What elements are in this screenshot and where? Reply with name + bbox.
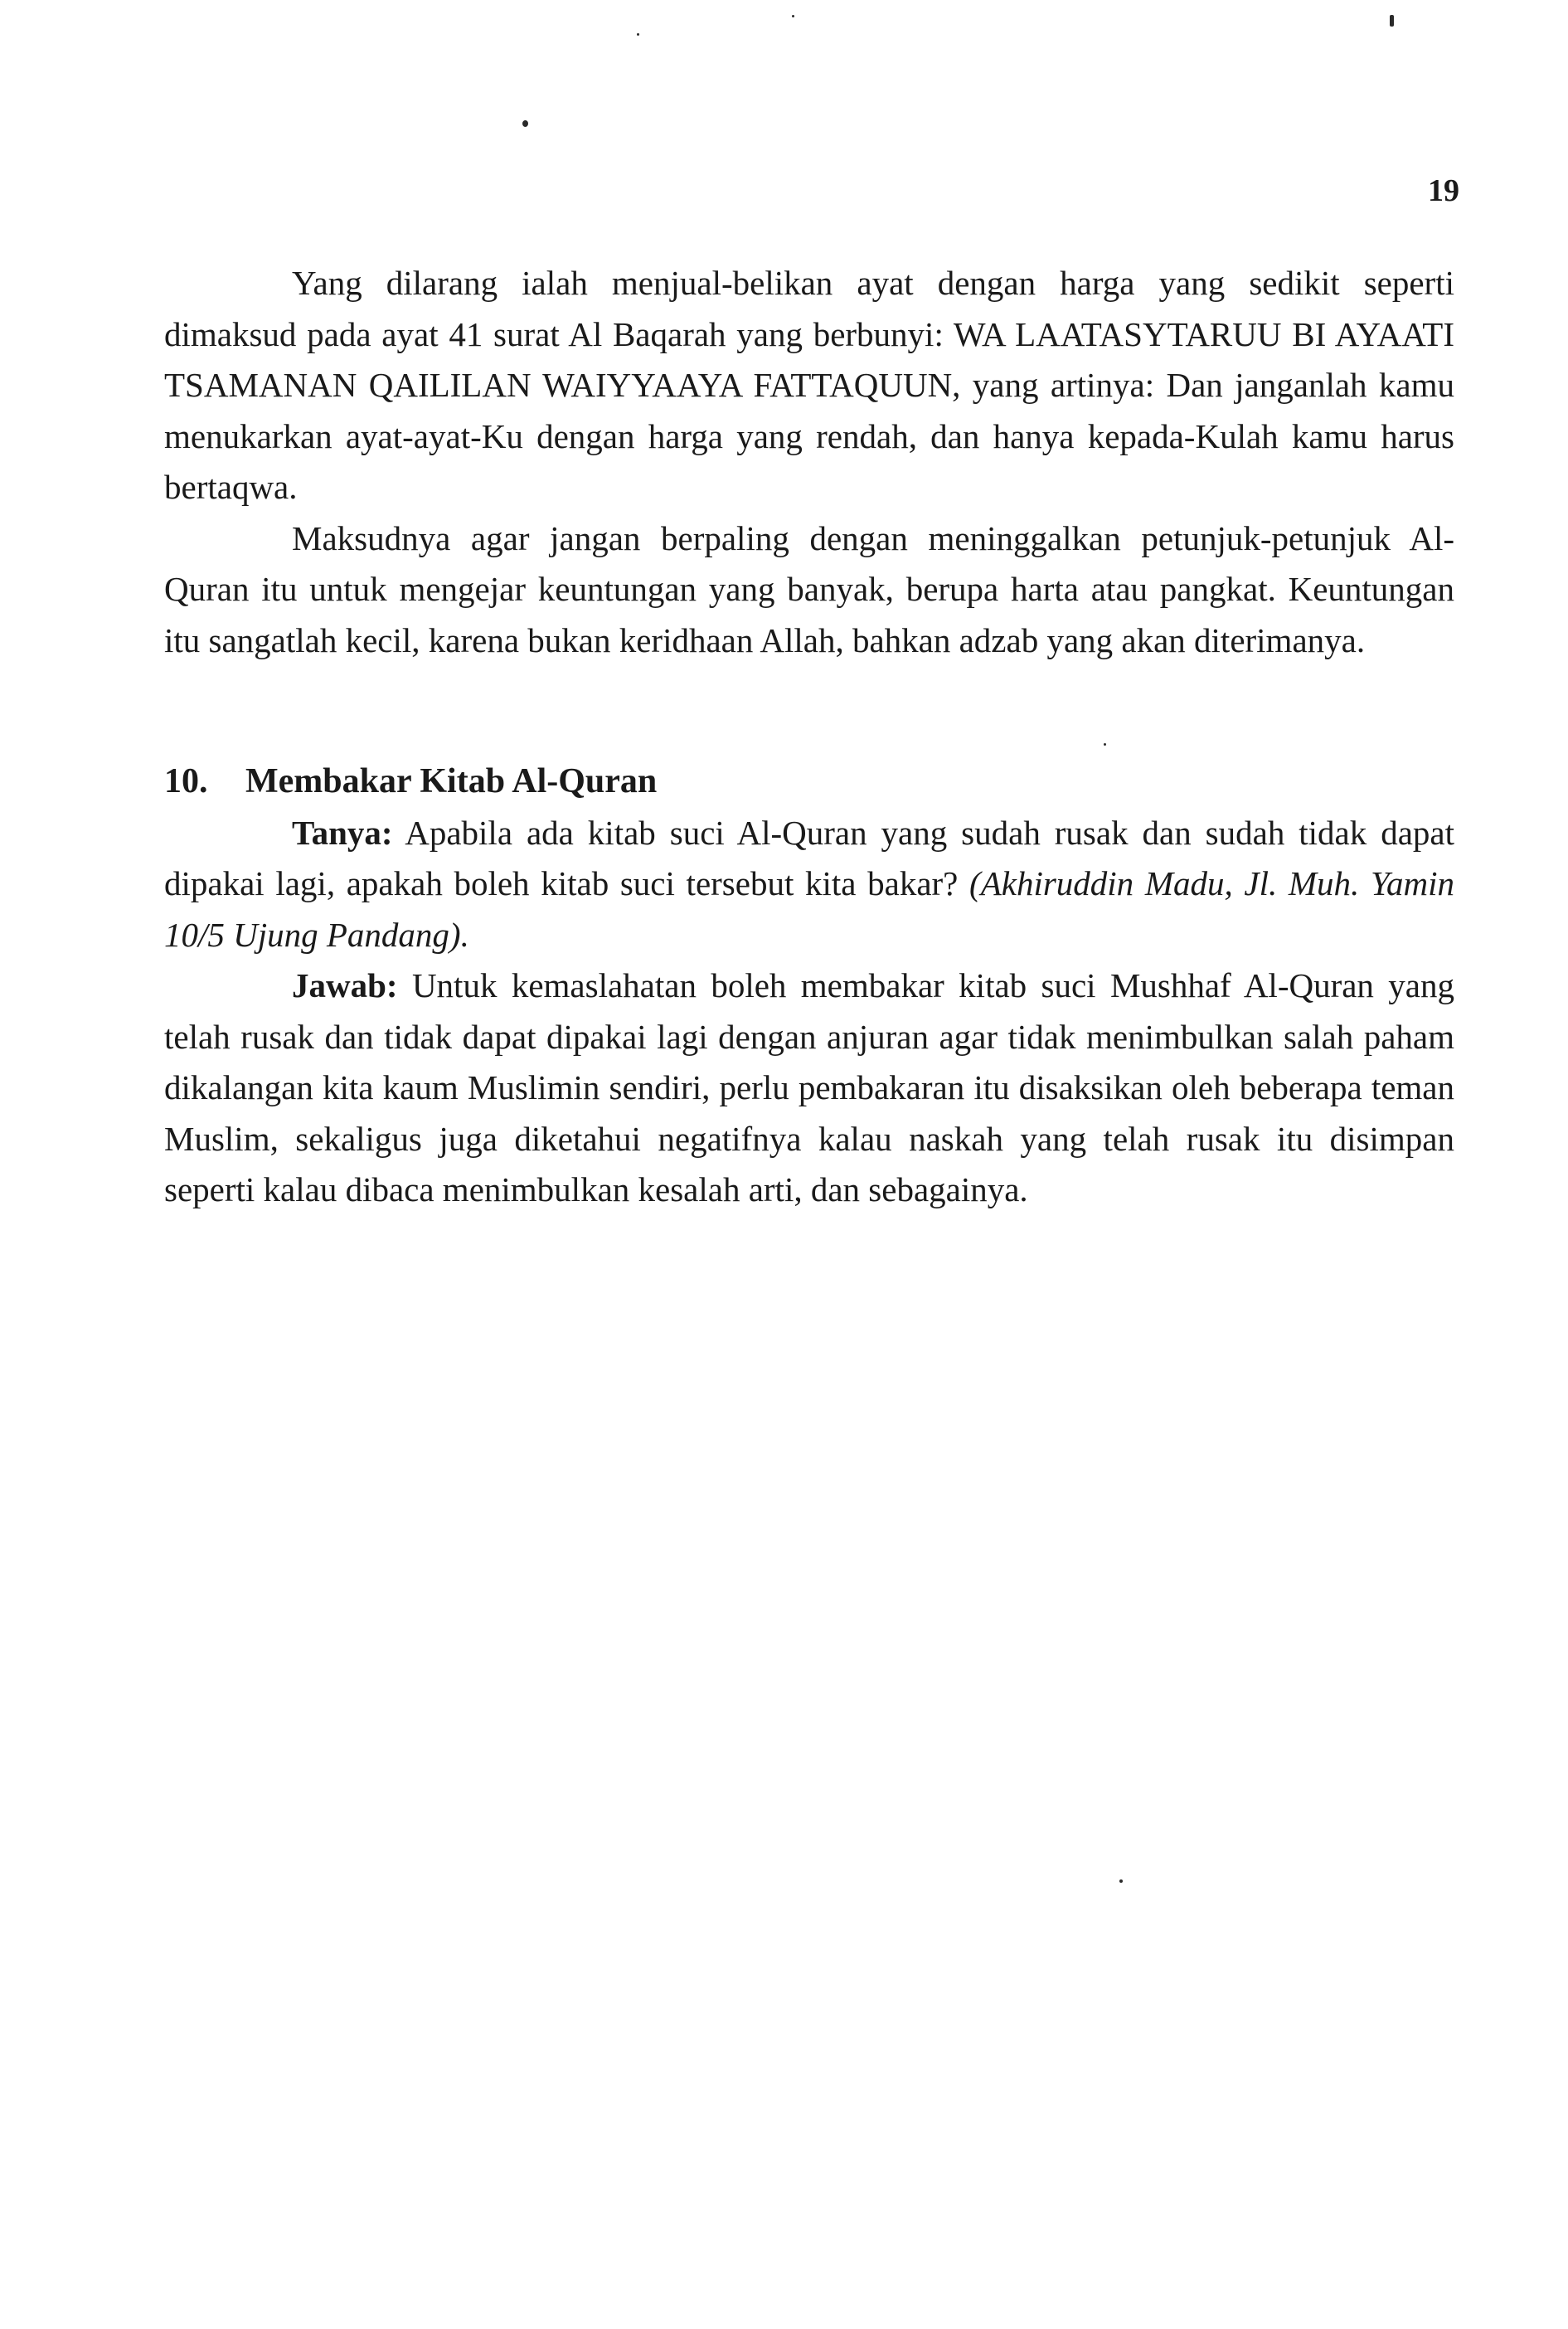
question-text: Apabila ada kitab suci Al-Quran yang sudah rusak dan sudah tidak dapat dipakai lagi, apakah boleh kitab suci tersebut kita bakar? — [164, 813, 1454, 902]
section-number: 10. — [164, 762, 208, 800]
intro-text — [164, 258, 1454, 666]
paragraph-explanation: Maksudnya agar jangan berpaling dengan meninggalkan petunjuk-petunjuk Al-Quran itu untuk mengejar keuntungan yang banyak, berupa harta atau pangkat. Keuntungan itu sangatlah kecil, karena bukan keridhaan Allah, bahkan adzab yang akan diterimanya. — [164, 518, 1454, 659]
section-membakar-kitab — [164, 756, 1454, 1216]
scan-speck — [1390, 15, 1394, 27]
scan-speck — [1119, 1879, 1123, 1883]
scan-speck — [637, 33, 639, 36]
paragraph-prohibition: Yang dilarang ialah menjual-belikan ayat dengan harga yang sedikit seperti dimaksud pada ayat 41 surat Al Baqarah yang berbunyi: WA LAATASYTARUU BI AYAATI TSAMANAN QAILILAN WAIYYAAYA FATTAQUUN, yang artinya: Dan janganlah kamu menukarkan ayat-ayat-Ku dengan harga yang rendah, dan hanya kepada-Kulah kamu harus bertaqwa. — [164, 264, 1454, 506]
answer-label: Jawab: — [292, 966, 398, 1004]
scan-speck — [1104, 743, 1106, 746]
scan-speck — [792, 15, 794, 17]
section-title: Membakar Kitab Al-Quran — [245, 762, 658, 800]
question-label: Tanya: — [292, 813, 393, 852]
answer-text: Untuk kemaslahatan boleh membakar kitab suci Mushhaf Al-Quran yang telah rusak dan tidak dapat dipakai lagi dengan anjuran agar tidak menimbulkan salah paham dikalangan kita kaum Muslimin sendiri, perlu pembakaran itu disaksikan oleh beberapa teman Muslim, sekaligus juga diketahui negatifnya kalau naskah yang telah rusak itu disimpan seperti kalau dibaca menimbulkan kesalah arti, dan sebagainya. — [164, 966, 1454, 1208]
section-heading — [164, 756, 1454, 808]
scan-speck — [522, 120, 528, 127]
question-source: (Akhiruddin Madu, Jl. Muh. Yamin 10/5 Ujung Pandang). — [164, 864, 1454, 954]
answer-paragraph — [164, 960, 1454, 1216]
page-number: 19 — [1428, 173, 1459, 208]
question-paragraph — [164, 808, 1454, 961]
